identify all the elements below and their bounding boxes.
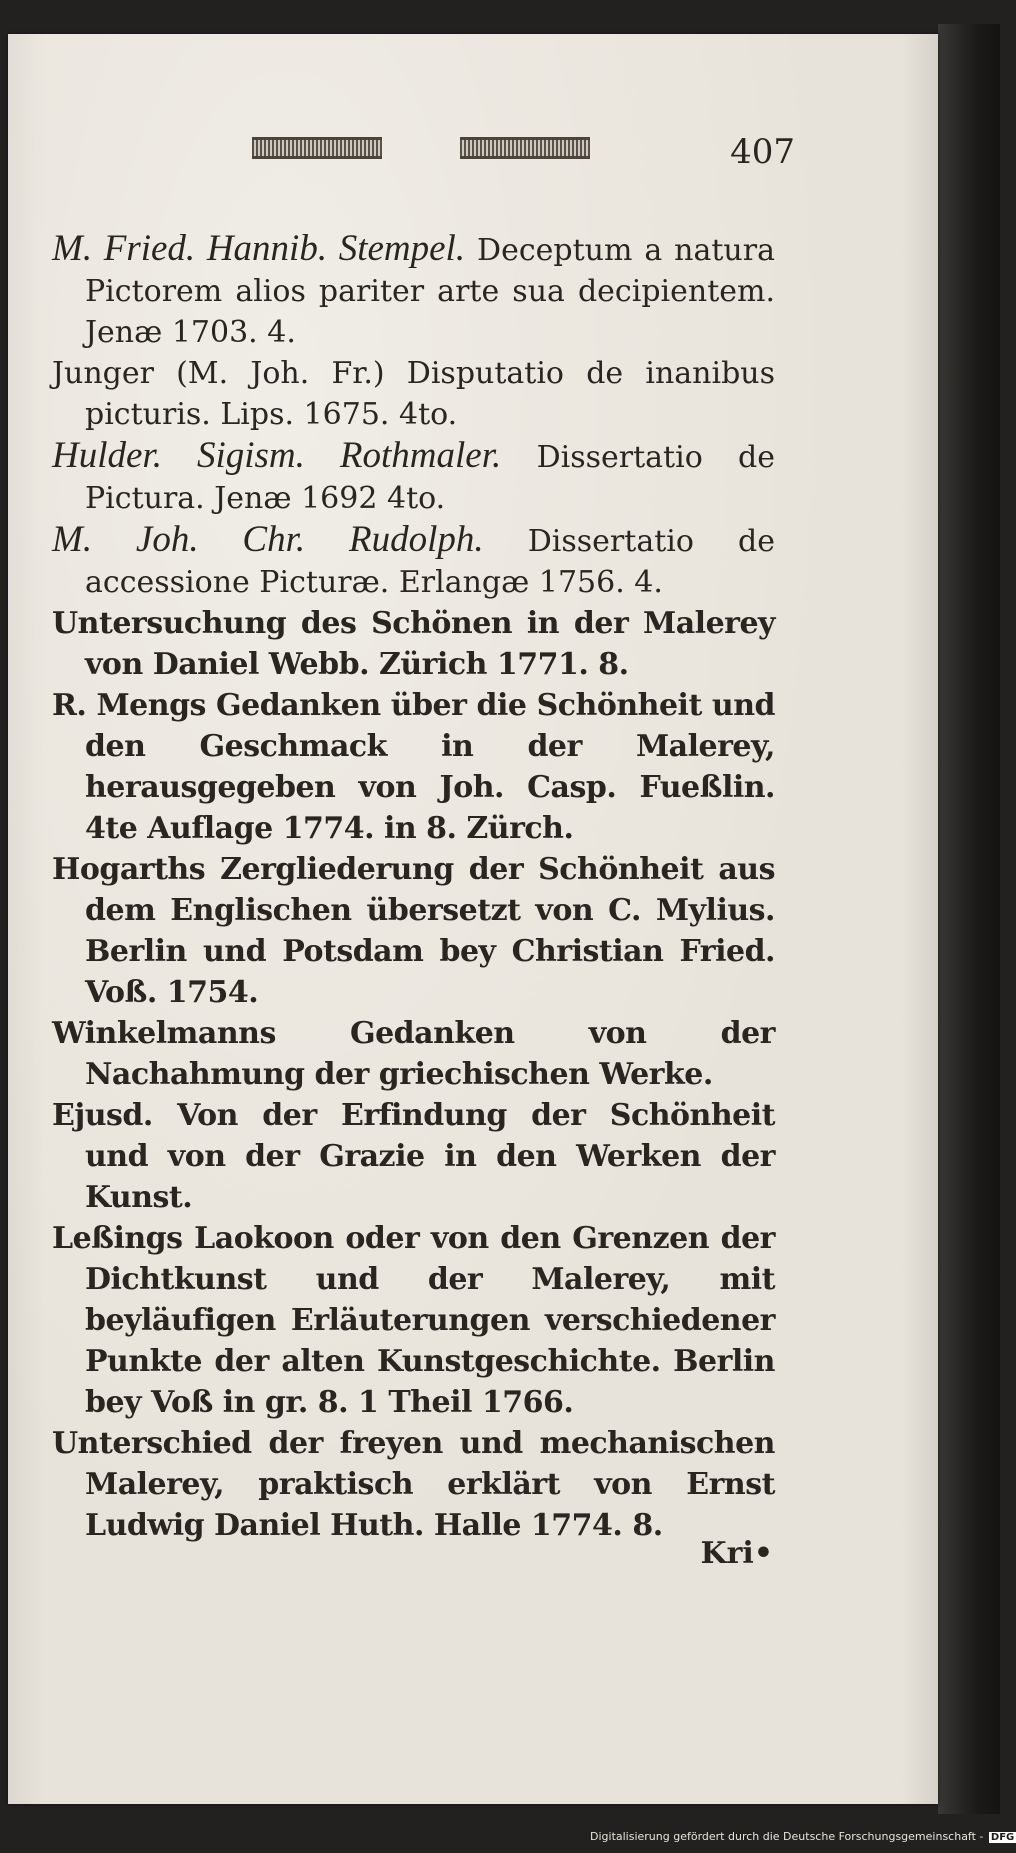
page-number: 407 <box>730 132 795 172</box>
entry-author: M. Fried. Hannib. Stempel. <box>52 228 466 269</box>
bibliography-entry <box>8 353 775 435</box>
bibliography-entry <box>8 435 775 519</box>
catchword: Kri• <box>700 1536 773 1571</box>
book-edge <box>938 24 1000 1814</box>
bibliography-entry <box>8 1423 775 1546</box>
entry-text: Winkelmanns Gedanken von der Nachahmung der griechischen Werke. <box>52 1016 775 1092</box>
bibliography-entry <box>8 228 775 353</box>
entry-text: Ejusd. Von der Erfindung der Schönheit und von der Grazie in den Werken der Kunst. <box>52 1098 775 1215</box>
entry-text: Untersuchung des Schönen in der Malerey von Daniel Webb. Zürich 1771. 8. <box>52 606 775 682</box>
bibliography-entry <box>8 519 775 603</box>
entry-text: Dissertatio de Pictura. Jenæ 1692 4to. <box>85 440 775 516</box>
bibliography-list <box>8 228 938 1546</box>
credit-text: Digitalisierung gefördert durch die Deutsche Forschungsgemeinschaft - <box>590 1830 984 1843</box>
digitization-credit <box>590 1830 1015 1843</box>
bibliography-entry <box>8 1218 775 1423</box>
entry-text: Deceptum a natura Pictorem alios pariter arte sua decipientem. Jenæ 1703. 4. <box>85 233 775 350</box>
book-page <box>8 34 938 1804</box>
entry-author: Hulder. Sigism. Rothmaler. <box>52 435 502 476</box>
entry-text: R. Mengs Gedanken über die Schönheit und den Geschmack in der Malerey, herausgegeben von Joh. Casp. Fueßlin. 4te Auflage 1774. in 8. Zürch. <box>52 688 775 846</box>
entry-text: Leßings Laokoon oder von den Grenzen der Dichtkunst und der Malerey, mit beyläufigen Erläuterungen verschiedener Punkte der alten Kunstgeschichte. Berlin bey Voß in gr. 8. 1 Theil 1766. <box>52 1221 775 1420</box>
entry-text: Junger (M. Joh. Fr.) Disputatio de inanibus picturis. Lips. 1675. 4to. <box>52 356 775 432</box>
header-ornament-right <box>460 137 590 159</box>
bibliography-entry <box>8 1013 775 1095</box>
header-ornament-left <box>252 137 382 159</box>
entry-text: Unterschied der freyen und mechanischen Malerey, praktisch erklärt von Ernst Ludwig Daniel Huth. Halle 1774. 8. <box>52 1426 775 1543</box>
bibliography-entry <box>8 1095 775 1218</box>
bibliography-entry <box>8 849 775 1013</box>
entry-text: Hogarths Zergliederung der Schönheit aus dem Englischen übersetzt von C. Mylius. Berlin und Potsdam bey Christian Fried. Voß. 1754. <box>52 852 775 1010</box>
entry-author: M. Joh. Chr. Rudolph. <box>52 519 484 560</box>
dfg-logo: DFG <box>990 1832 1015 1843</box>
bibliography-entry <box>8 685 775 849</box>
bibliography-entry <box>8 603 775 685</box>
entry-text: Dissertatio de accessione Picturæ. Erlangæ 1756. 4. <box>85 524 775 600</box>
